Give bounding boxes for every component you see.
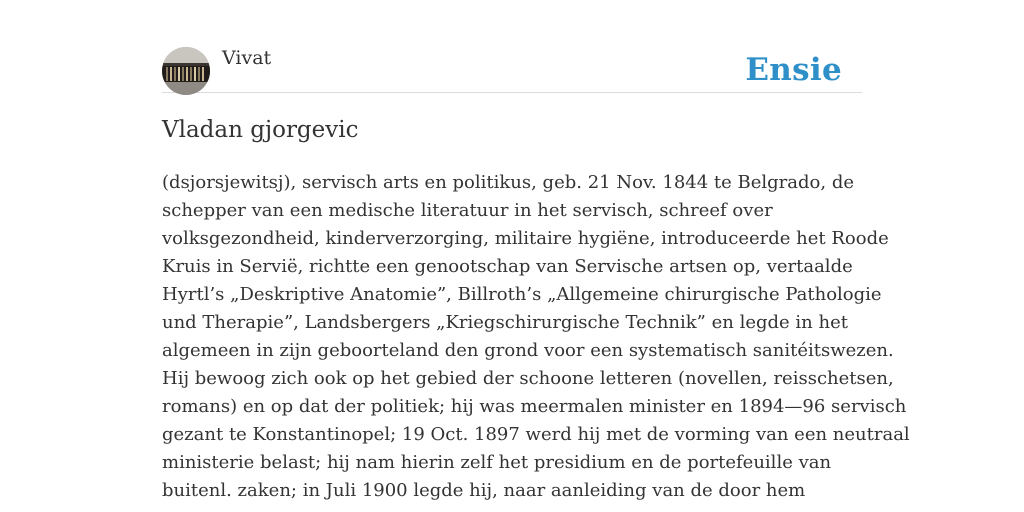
article-line: Kruis in Servië, richtte een genootschap van Servische artsen op, vertaalde bbox=[162, 256, 853, 277]
article-line: Hyrtl’s „Deskriptive Anatomie”, Billroth’s „Allgemeine chirurgische Pathologie bbox=[162, 284, 882, 305]
article-line: (dsjorsjewitsj), servisch arts en politikus, geb. 21 Nov. 1844 te Belgrado, de bbox=[162, 172, 854, 193]
article-line: Hij bewoog zich ook op het gebied der schoone letteren (novellen, reisschetsen, bbox=[162, 368, 894, 389]
header bbox=[162, 46, 862, 93]
brand-logo[interactable]: Ensie bbox=[745, 52, 842, 88]
article-body bbox=[162, 169, 910, 505]
article-line: ministerie belast; hij nam hierin zelf het presidium en de portefeuille van bbox=[162, 452, 832, 473]
article-line: buitenl. zaken; in Juli 1900 legde hij, naar aanleiding van de door hem bbox=[162, 480, 806, 501]
article-line: algemeen in zijn geboorteland den grond voor een systematisch sanitéitswezen. bbox=[162, 340, 894, 361]
article-line: gezant te Konstantinopel; 19 Oct. 1897 werd hij met de vorming van een neutraal bbox=[162, 424, 910, 445]
source-name[interactable]: Vivat bbox=[222, 47, 272, 69]
article-line: romans) en op dat der politiek; hij was meermalen minister en 1894—96 servisch bbox=[162, 396, 907, 417]
article-line: volksgezondheid, kinderverzorging, militaire hygiëne, introduceerde het Roode bbox=[162, 228, 889, 249]
article-line: und Therapie”, Landsbergers „Kriegschirurgische Technik” en legde in het bbox=[162, 312, 848, 333]
article-line: schepper van een medische literatuur in het servisch, schreef over bbox=[162, 200, 773, 221]
article-title: Vladan gjorgevic bbox=[162, 117, 359, 143]
bookshelf-icon bbox=[162, 47, 210, 95]
source-avatar[interactable] bbox=[162, 47, 210, 95]
